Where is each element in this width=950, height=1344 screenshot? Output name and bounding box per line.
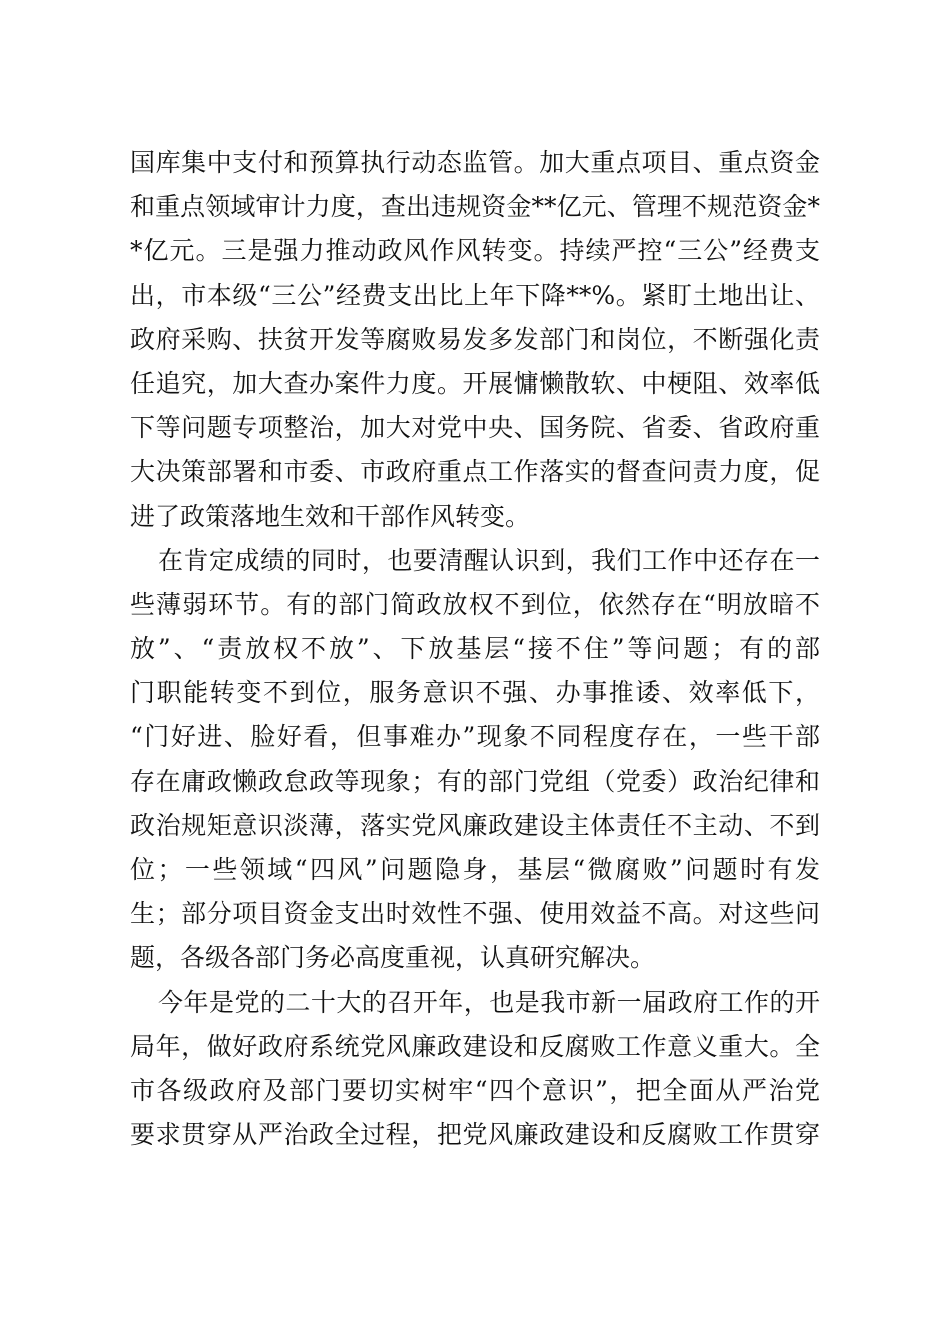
text-line: 些薄弱环节。有的部门简政放权不到位，依然存在“明放暗不 [130, 589, 820, 619]
text-line: 在肯定成绩的同时，也要清醒认识到，我们工作中还存在一 [158, 545, 820, 575]
text-line: 出，市本级“三公”经费支出比上年下降**%。紧盯土地出让、 [130, 280, 820, 310]
text-line: 和重点领域审计力度，查出违规资金**亿元、管理不规范资金* [130, 192, 820, 222]
text-line: 政府采购、扶贫开发等腐败易发多发部门和岗位，不断强化责 [130, 324, 820, 354]
text-line: 存在庸政懒政怠政等现象；有的部门党组（党委）政治纪律和 [130, 766, 820, 796]
text-line: 生；部分项目资金支出时效性不强、使用效益不高。对这些问 [130, 899, 820, 929]
body-text [130, 141, 820, 1157]
text-line: 今年是党的二十大的召开年，也是我市新一届政府工作的开 [158, 987, 820, 1017]
text-line: 大决策部署和市委、市政府重点工作落实的督查问责力度，促 [130, 457, 820, 487]
text-line: 门职能转变不到位，服务意识不强、办事推诿、效率低下， [130, 678, 820, 708]
text-line: 位；一些领域“四风”问题隐身，基层“微腐败”问题时有发 [130, 855, 820, 884]
text-line: 下等问题专项整治，加大对党中央、国务院、省委、省政府重 [130, 413, 820, 443]
text-line: 政治规矩意识淡薄，落实党风廉政建设主体责任不主动、不到 [130, 810, 820, 840]
text-line: 市各级政府及部门要切实树牢“四个意识”，把全面从严治党 [130, 1075, 820, 1105]
text-line: 题，各级各部门务必高度重视，认真研究解决。 [130, 943, 656, 973]
text-line: 国库集中支付和预算执行动态监管。加大重点项目、重点资金 [130, 148, 820, 177]
paragraph-3 [130, 981, 820, 1158]
text-line: 进了政策落地生效和干部作风转变。 [130, 501, 531, 531]
paragraph-2 [130, 539, 820, 981]
paragraph-1 [130, 141, 820, 539]
text-line: 任追究，加大查办案件力度。开展慵懒散软、中梗阻、效率低 [130, 368, 820, 398]
text-line: 局年，做好政府系统党风廉政建设和反腐败工作意义重大。全 [130, 1031, 820, 1061]
text-line: 要求贯穿从严治政全过程，把党风廉政建设和反腐败工作贯穿 [130, 1120, 820, 1150]
text-line: 放”、“责放权不放”、下放基层“接不住”等问题；有的部 [130, 634, 820, 664]
text-line: *亿元。三是强力推动政风作风转变。持续严控“三公”经费支 [130, 236, 820, 266]
text-line: “门好进、脸好看，但事难办”现象不同程度存在，一些干部 [130, 722, 820, 752]
